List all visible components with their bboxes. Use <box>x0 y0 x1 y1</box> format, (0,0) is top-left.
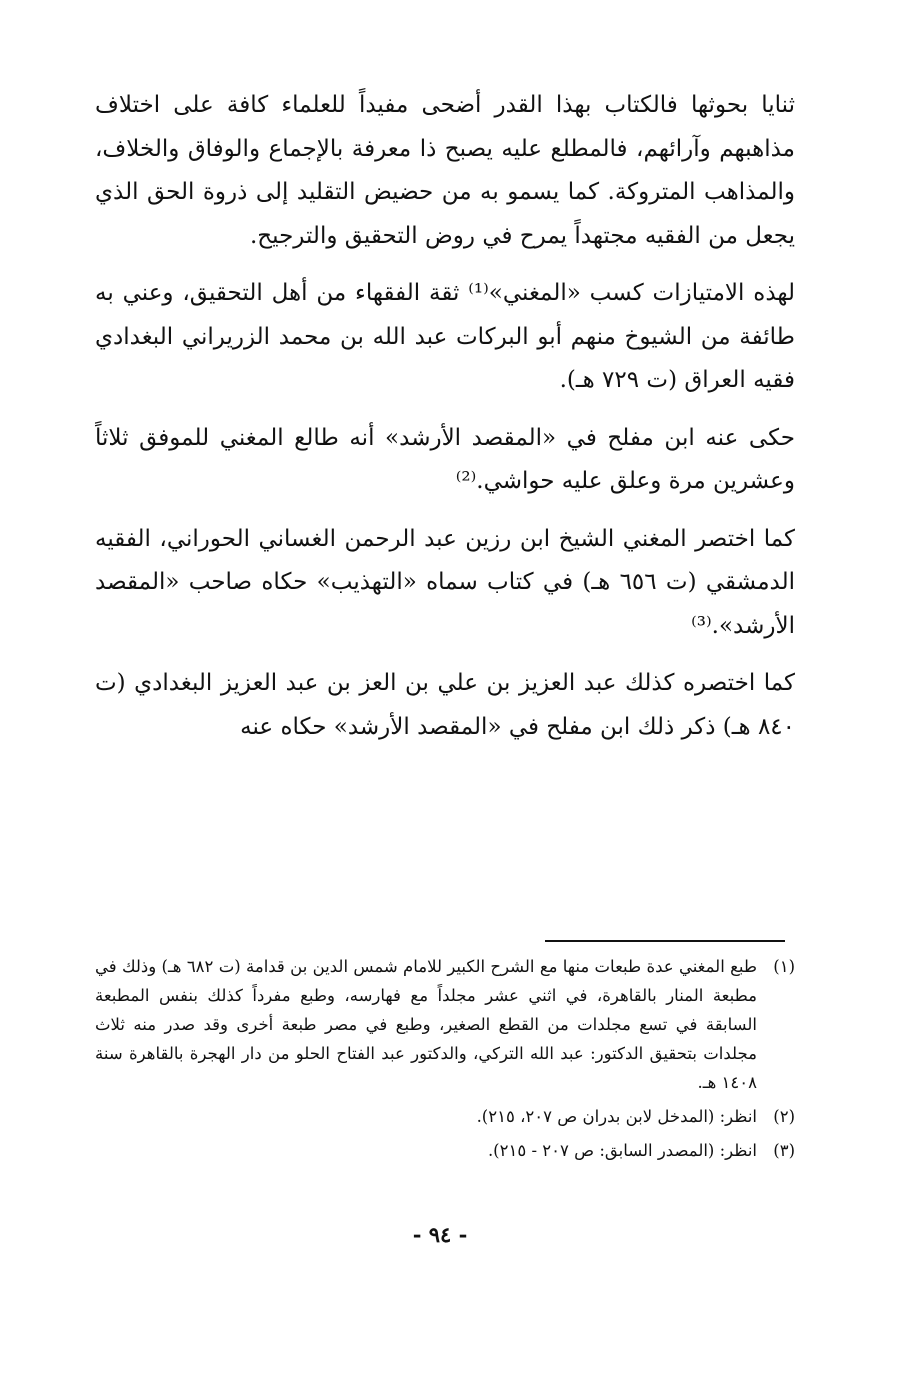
footnote-text: انظر: (المدخل لابن بدران ص ٢٠٧، ٢١٥). <box>476 1107 757 1126</box>
paragraph-1: ثنايا بحوثها فالكتاب بهذا القدر أضحى مفيداً للعلماء كافة على اختلاف مذاهبهم وآرائهم، فالمطلع عليه يصبح ذا معرفة بالإجماع والوفاق والخلاف، والمذاهب المتروكة. كما يسمو به من حضيض التقليد إلى ذروة الحق الذي يجعل من الفقيه مجتهداً يمرح في روض التحقيق والترجيح. <box>95 92 795 249</box>
paragraph-3: حكى عنه ابن مفلح في «المقصد الأرشد» أنه طالع المغني للموفق ثلاثاً وعشرين مرة وعلق عليه حواشي.⁽²⁾ <box>95 424 795 494</box>
main-text <box>95 84 795 749</box>
footnote-separator <box>545 940 785 942</box>
footnote-text: انظر: (المصدر السابق: ص ٢٠٧ - ٢١٥). <box>487 1141 757 1160</box>
footnote-number: (٣) <box>773 1141 795 1160</box>
paragraph-2: لهذه الامتيازات كسب «المغني»⁽¹⁾ ثقة الفقهاء من أهل التحقيق، وعني به طائفة من الشيوخ منهم أبو البركات عبد الله بن محمد الزريراني البغدادي فقيه العراق (ت ٧٢٩ هـ). <box>95 280 796 393</box>
footnote-3 <box>95 1136 795 1165</box>
footnote-2 <box>95 1102 795 1131</box>
footnote-text: طبع المغني عدة طبعات منها مع الشرح الكبير للامام شمس الدين بن قدامة (ت ٦٨٢ هـ) وذلك في مطبعة المنار بالقاهرة، في اثني عشر مجلداً مع فهارسه، وطبع مفرداً كذلك بنفس المطبعة السابقة في تسع مجلدات من القطع الصغير، وطبع في مصر طبعة أخرى وقد صدر منه ثلاث مجلدات بتحقيق الدكتور: عبد الله التركي، والدكتور عبد الفتاح الحلو من دار الهجرة بالقاهرة سنة ١٤٠٨ هـ. <box>95 957 757 1092</box>
footnote-number: (١) <box>773 957 795 976</box>
paragraph-4: كما اختصر المغني الشيخ ابن رزين عبد الرحمن الغساني الحوراني، الفقيه الدمشقي (ت ٦٥٦ هـ) في كتاب سماه «التهذيب» حكاه صاحب «المقصد الأرشد».⁽³⁾ <box>95 525 795 639</box>
footnote-number: (٢) <box>773 1107 795 1126</box>
footnote-1 <box>95 952 795 1097</box>
footnotes <box>95 952 795 1165</box>
page-number: - ٩٤ - <box>412 1222 468 1247</box>
paragraph-5: كما اختصره كذلك عبد العزيز بن علي بن العز بن عبد العزيز البغدادي (ت ٨٤٠ هـ) ذكر ذلك ابن مفلح في «المقصد الأرشد» حكاه عنه <box>95 670 795 740</box>
